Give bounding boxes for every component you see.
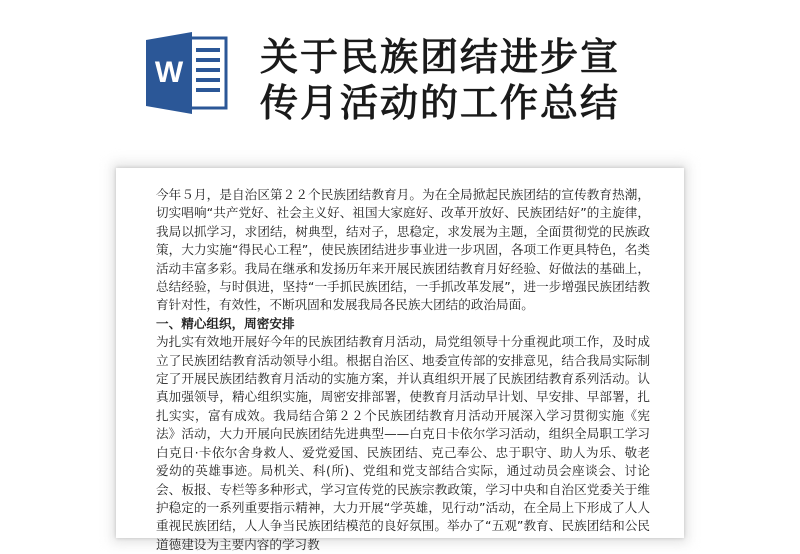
paragraph-intro: 今年５月，是自治区第２２个民族团结教育月。为在全局掀起民族团结的宣传教育热潮，切实唱响“共产党好、社会主义好、祖国大家庭好、改革开放好、民族团结好”的主旋律，我局以抓学习，求团结，树典型，结对子，思稳定，求发展为主题，全面贯彻党的民族政策，大力实施“得民心工程”，使民族团结进步事业进一步巩固，各项工作更具特色，名类活动丰富多彩。我局在继承和发扬历年来开展民族团结教育月好经验、好做法的基础上，总结经验，与时俱进，坚持“一手抓民族团结，一手抓改革发展”，进一步增强民族团结教育针对性，有效性，不断巩固和发展我局各民族大团结的政治局面。 — [156, 187, 650, 313]
paragraph-section-1: 为扎实有效地开展好今年的民族团结教育月活动，局党组领导十分重视此项工作，及时成立了民族团结教育活动领导小组。根据自治区、地委宣传部的安排意见，结合我局实际制定了开展民族团结教育月活动的实施方案，并认真组织开展了民族团结教育系列活动。认真加强领导，精心组织实施，周密安排部署，使教育月活动早计划、早安排、早部署，扎扎实实，富有成效。我局结合第２２个民族团结教育月活动开展深入学习贯彻实施《宪法》活动，大力开展向民族团结先进典型——白克日卡依尔学习活动，组织全局职工学习白克日·卡依尔舍身救人、爱党爱国、民族团结、克己奉公、忠于职守、助人为乐、敬老爱幼的英雄事迹。局机关、科(所)、党组和党支部结合实际，通过动员会座谈会、讨论会、板报、专栏等多种形式，学习宣传党的民族宗教政策，学习中央和自治区党委关于维护稳定的一系列重要指示精神，大力开展“学英雄，见行动”活动，在全局上下形成了人人重视民族团结，人人争当民族团结模范的良好氛围。举办了“五观”教育、民族团结和公民道德建设为主要内容的学习教 — [156, 334, 650, 552]
document-page — [116, 168, 684, 552]
microsoft-word-icon — [146, 30, 228, 116]
document-body — [156, 186, 650, 554]
title-line-1: 关于民族团结进步宣 — [260, 35, 621, 79]
section-heading: 一、精心组织，周密安排 — [156, 315, 295, 331]
document-title — [260, 34, 680, 126]
header — [0, 0, 800, 165]
title-line-2: 传月活动的工作总结 — [260, 81, 621, 125]
svg-text:W: W — [154, 56, 184, 89]
